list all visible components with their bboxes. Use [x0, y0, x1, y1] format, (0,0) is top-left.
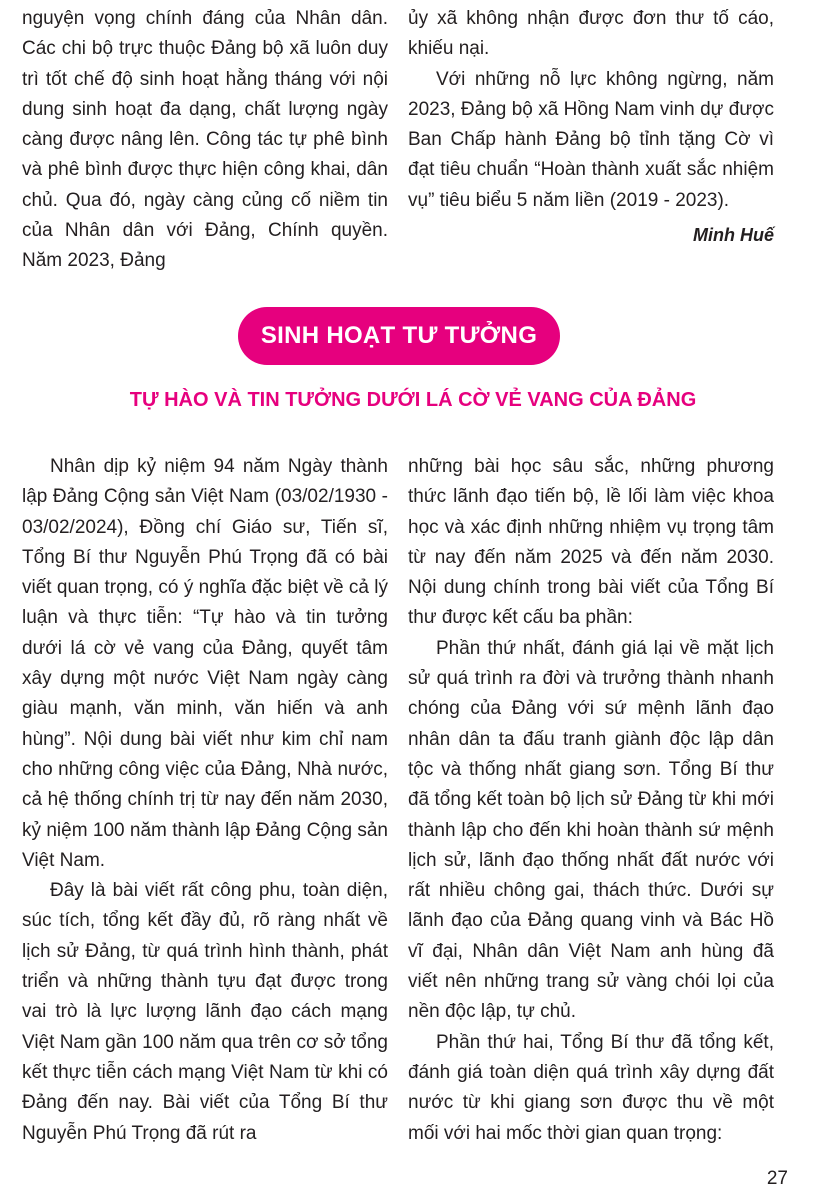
article-title: TỰ HÀO VÀ TIN TƯỞNG DƯỚI LÁ CỜ VẺ VANG CỦA ĐẢNG: [129, 389, 697, 411]
author-byline: Minh Huế: [693, 225, 774, 246]
top-right-column: [408, 4, 774, 250]
article-left-column: [22, 452, 388, 1149]
section-banner: [238, 307, 560, 365]
paragraph: Với những nỗ lực không ngừng, năm 2023, Đảng bộ xã Hồng Nam vinh dự được Ban Chấp hành Đảng bộ tỉnh tặng Cờ vì đạt tiêu chuẩn “Hoàn thành xuất sắc nhiệm vụ” tiêu biểu 5 năm liền (2019 - 2023).: [408, 68, 774, 211]
paragraph: Phần thứ hai, Tổng Bí thư đã tổng kết, đánh giá toàn diện quá trình xây dựng đất nước từ khi giang sơn được thu về một mối với hai mốc thời gian quan trọng:: [408, 1031, 774, 1144]
paragraph: những bài học sâu sắc, những phương thức lãnh đạo tiến bộ, lề lối làm việc khoa học và xác định những nhiệm vụ trọng tâm từ nay đến năm 2025 và đến năm 2030. Nội dung chính trong bài viết của Tổng Bí thư được kết cấu ba phần:: [408, 456, 774, 629]
paragraph: Nhân dịp kỷ niệm 94 năm Ngày thành lập Đảng Cộng sản Việt Nam (03/02/1930 - 03/02/2024), Đồng chí Giáo sư, Tiến sĩ, Tổng Bí thư Nguyễn Phú Trọng đã có bài viết quan trọng, có ý nghĩa đặc biệt về cả lý luận và thực tiễn: “Tự hào và tin tưởng dưới lá cờ vẻ vang của Đảng, quyết tâm xây dựng một nước Việt Nam ngày càng giàu mạnh, văn minh, văn hiến và anh hùng”. Nội dung bài viết như kim chỉ nam cho những công việc của Đảng, Nhà nước, cả hệ thống chính trị từ nay đến năm 2030, kỷ niệm 100 năm thành lập Đảng Cộng sản Việt Nam.: [22, 456, 388, 871]
paragraph: Phần thứ nhất, đánh giá lại về mặt lịch sử quá trình ra đời và trưởng thành nhanh chóng của Đảng với sứ mệnh lãnh đạo nhân dân ta đấu tranh giành độc lập dân tộc và thống nhất giang sơn. Tổng Bí thư đã tổng kết toàn bộ lịch sử Đảng từ khi mới thành lập cho đến khi hoàn thành sứ mệnh lịch sử, lãnh đạo thống nhất đất nước với rất nhiều chông gai, thách thức. Dưới sự lãnh đạo của Đảng quang vinh và Bác Hồ vĩ đại, Nhân dân Việt Nam anh hùng đã viết nên những trang sử vàng chói lọi của nền độc lập, tự chủ.: [408, 637, 774, 1023]
top-left-column: [22, 4, 388, 277]
section-label: SINH HOẠT TƯ TƯỞNG: [260, 322, 538, 349]
paragraph: Đây là bài viết rất công phu, toàn diện, súc tích, tổng kết đầy đủ, rõ ràng nhất về lịch sử Đảng, từ quá trình hình thành, phát triển và những thành tựu đạt được trong vai trò là lực lượng lãnh đạo cách mạng Việt Nam gần 100 năm qua trên cơ sở tổng kết thực tiễn cách mạng Việt Nam từ khi có Đảng đến nay. Bài viết của Tổng Bí thư Nguyễn Phú Trọng đã rút ra: [22, 880, 388, 1144]
paragraph: nguyện vọng chính đáng của Nhân dân. Các chi bộ trực thuộc Đảng bộ xã luôn duy trì tốt chế độ sinh hoạt hằng tháng với nội dung sinh hoạt đa dạng, chất lượng ngày càng được nâng lên. Công tác tự phê bình và phê bình được thực hiện công khai, dân chủ. Qua đó, ngày càng củng cố niềm tin của Nhân dân với Đảng, Chính quyền. Năm 2023, Đảng: [22, 8, 388, 272]
page-number: 27: [766, 1168, 788, 1189]
paragraph: ủy xã không nhận được đơn thư tố cáo, khiếu nại.: [408, 8, 774, 60]
article-right-column: [408, 452, 774, 1149]
